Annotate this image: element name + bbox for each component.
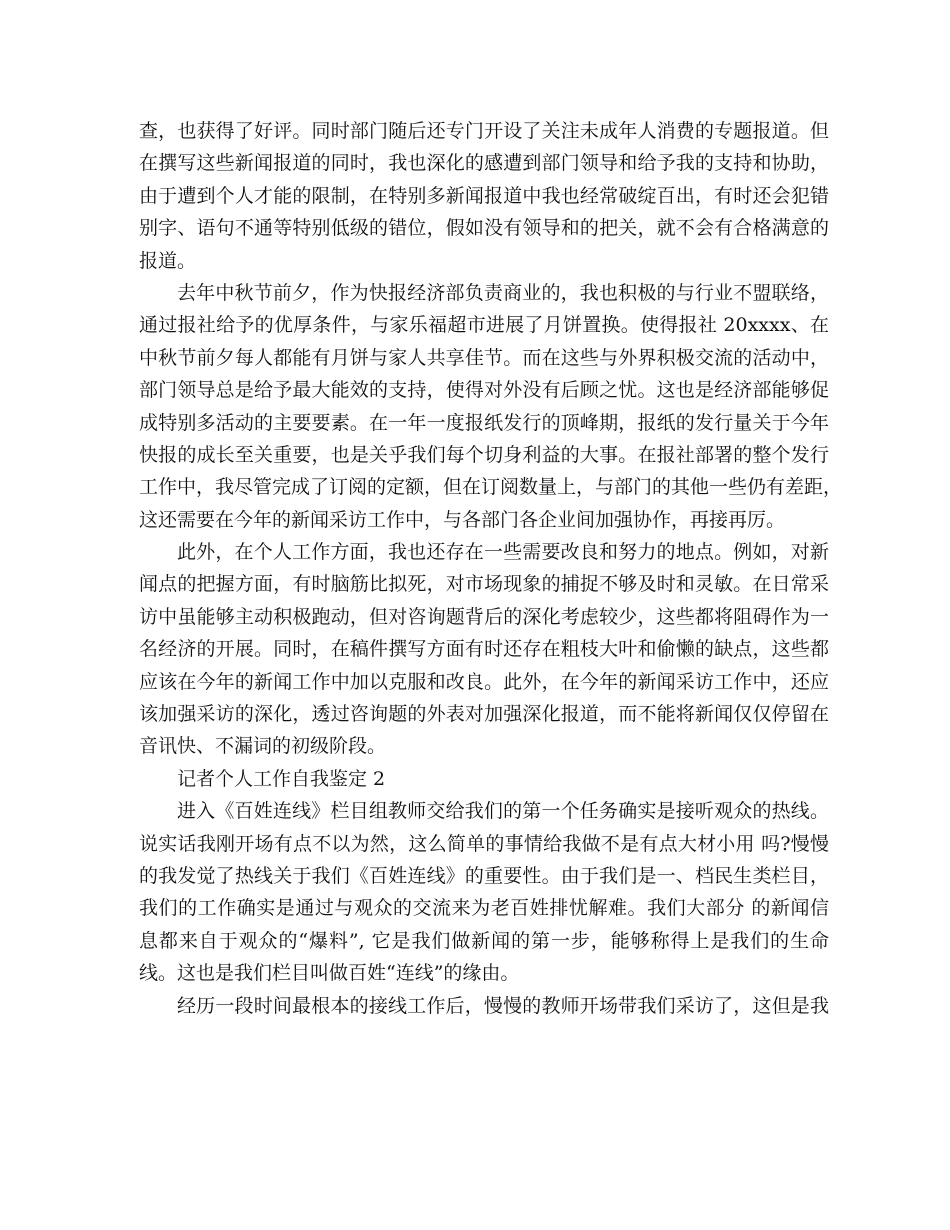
text-line: 线。这也是我们栏目叫做百姓“连线”的缘由。 <box>139 962 520 985</box>
text-line: 闻点的把握方面，有时脑筋比拟死，对市场现象的捕捉不够及时和灵敏。在日常采 <box>139 573 829 596</box>
text-line: 记者个人工作自我鉴定 2 <box>177 767 386 790</box>
document-body <box>139 115 843 1022</box>
text-line: 快报的成长至关重要，也是关乎我们每个切身利益的大事。在报社部署的整个发行 <box>139 443 829 466</box>
text-line: 经历一段时间最根本的接线工作后，慢慢的教师开场带我们采访了，这但是我 <box>177 994 829 1017</box>
text-line: 名经济的开展。同时，在稿件撰写方面有时还存在粗枝大叶和偷懒的缺点，这些都 <box>139 638 829 661</box>
text-line: 去年中秋节前夕，作为快报经济部负责商业的，我也积极的与行业不盟联络， <box>177 281 829 304</box>
text-line: 报道。 <box>139 249 197 272</box>
text-line: 访中虽能够主动积极跑动，但对咨询题背后的深化考虑较少，这些都将阻碍作为一 <box>139 605 829 628</box>
text-line: 成特别多活动的主要要素。在一年一度报纸发行的顶峰期，报纸的发行量关于今年 <box>139 411 829 434</box>
text-line: 工作中，我尽管完成了订阅的定额，但在订阅数量上，与部门的其他一些仍有差距， <box>139 476 843 499</box>
text-line: 息都来自于观众的“爆料”, 它是我们做新闻的第一步，能够称得上是我们的生命 <box>139 929 829 952</box>
text-line: 应该在今年的新闻工作中加以克服和改良。此外，在今年的新闻采访工作中，还应 <box>139 670 829 693</box>
text-line: 的我发觉了热线关于我们《百姓连线》的重要性。由于我们是一、档民生类栏目， <box>139 864 829 887</box>
text-line: 在撰写这些新闻报道的同时，我也深化的感遭到部门领导和给予我的支持和协助， <box>139 152 829 175</box>
text-line: 说实话我刚开场有点不以为然，这么简单的事情给我做不是有点大材小用 吗?慢慢 <box>139 832 829 855</box>
text-line: 音讯快、不漏词的初级阶段。 <box>139 735 387 758</box>
text-line: 此外，在个人工作方面，我也还存在一些需要改良和努力的地点。例如，对新 <box>177 541 829 564</box>
text-line: 这还需要在今年的新闻采访工作中，与各部门各企业间加强协作，再接再厉。 <box>139 508 786 531</box>
text-line: 通过报社给予的优厚条件，与家乐福超市进展了月饼置换。使得报社 20xxxx、在 <box>139 314 829 337</box>
text-line: 部门领导总是给予最大能效的支持，使得对外没有后顾之忧。这也是经济部能够促 <box>139 379 829 402</box>
text-line: 查，也获得了好评。同时部门随后还专门开设了关注未成年人消费的专题报道。但 <box>139 120 829 142</box>
text-line: 中秋节前夕每人都能有月饼与家人共享佳节。而在这些与外界积极交流的活动中， <box>139 346 829 369</box>
text-line: 该加强采访的深化，透过咨询题的外表对加强深化报道，而不能将新闻仅仅停留在 <box>139 703 829 726</box>
text-line: 我们的工作确实是通过与观众的交流来为老百姓排忧解难。我们大部分 的新闻信 <box>139 897 829 920</box>
text-line: 由于遭到个人才能的限制，在特别多新闻报道中我也经常破绽百出，有时还会犯错 <box>139 184 829 207</box>
text-line: 别字、语句不通等特别低级的错位，假如没有领导和的把关，就不会有合格满意的 <box>139 217 829 240</box>
text-line: 进入《百姓连线》栏目组教师交给我们的第一个任务确实是接听观众的热线。 <box>177 800 829 823</box>
